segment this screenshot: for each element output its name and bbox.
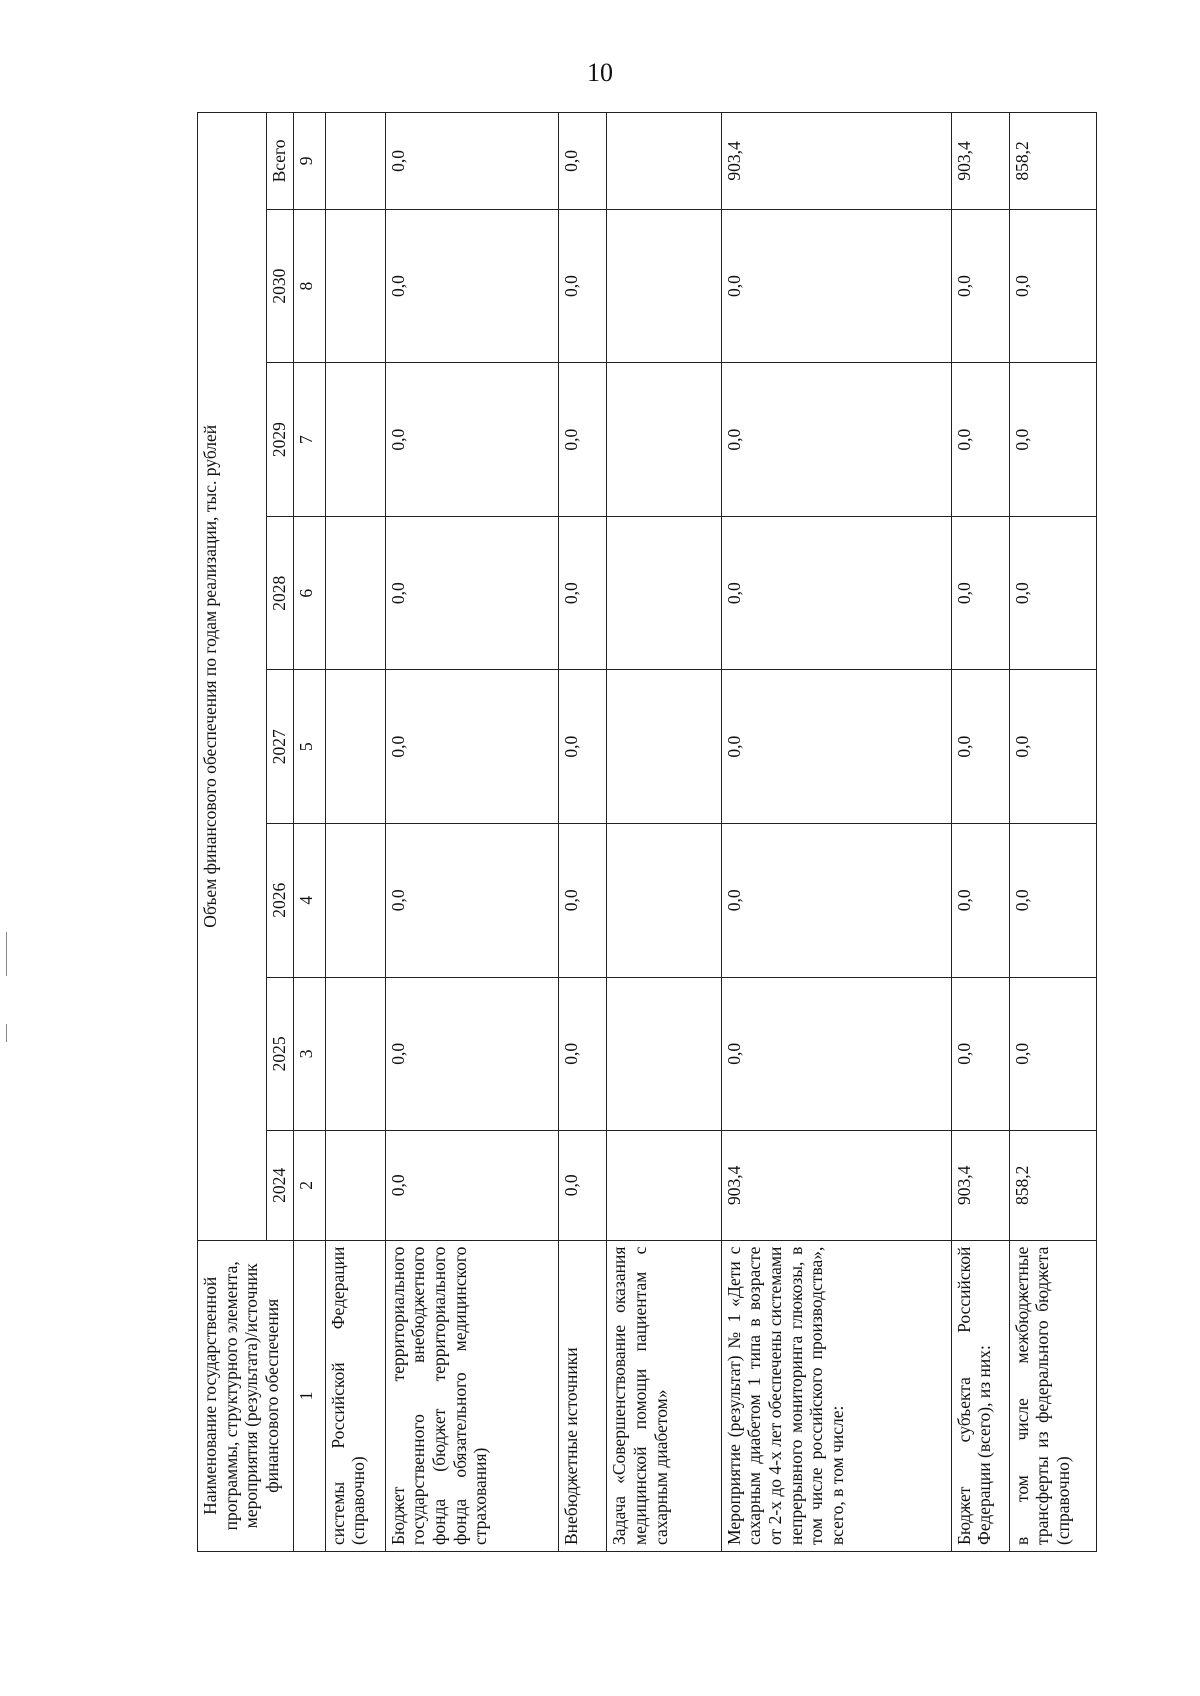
column-number: 3	[294, 977, 326, 1131]
value-cell: 0,0	[951, 670, 1009, 824]
value-cell: 0,0	[1009, 516, 1096, 670]
value-cell: 0,0	[1009, 209, 1096, 363]
total-cell: 858,2	[1009, 113, 1096, 210]
value-cell: 0,0	[559, 977, 607, 1131]
table-row	[385, 113, 558, 1552]
column-number: 9	[294, 113, 326, 210]
value-cell: 0,0	[385, 824, 558, 978]
value-cell: 0,0	[951, 363, 1009, 517]
total-cell: 0,0	[385, 113, 558, 210]
year-header: 2027	[267, 670, 294, 824]
value-cell: 0,0	[385, 1131, 558, 1241]
row-label: Бюджет территориального государственного внебюджетного фонда (бюджет территориального фонда обязательного медицинского страхования)	[385, 1240, 558, 1551]
value-cell: 0,0	[721, 977, 951, 1131]
margin-mark	[6, 932, 7, 976]
year-header: 2024	[267, 1131, 294, 1241]
value-cell	[607, 670, 721, 824]
column-number: 4	[294, 824, 326, 978]
value-cell	[325, 209, 385, 363]
value-cell	[607, 363, 721, 517]
total-cell	[607, 113, 721, 210]
value-cell: 0,0	[559, 824, 607, 978]
value-cell: 0,0	[951, 516, 1009, 670]
value-cell: 0,0	[385, 516, 558, 670]
year-header: 2029	[267, 363, 294, 517]
column-number-row	[294, 113, 326, 1552]
column-number: 2	[294, 1131, 326, 1241]
rotated-table-container	[197, 112, 1097, 1552]
value-cell: 0,0	[1009, 670, 1096, 824]
value-cell: 0,0	[1009, 824, 1096, 978]
value-cell: 0,0	[721, 209, 951, 363]
value-cell: 0,0	[951, 209, 1009, 363]
value-cell: 0,0	[559, 516, 607, 670]
table-row	[951, 113, 1009, 1552]
total-header: Всего	[267, 113, 294, 210]
value-cell: 0,0	[385, 209, 558, 363]
row-label: Внебюджетные источники	[559, 1240, 607, 1551]
margin-marks	[6, 932, 8, 1042]
column-number: 8	[294, 209, 326, 363]
value-cell	[325, 1131, 385, 1241]
value-cell	[325, 670, 385, 824]
value-cell: 0,0	[559, 670, 607, 824]
value-cell	[325, 516, 385, 670]
financing-group-header: Объем финансового обеспечения по годам реализации, тыс. рублей	[198, 113, 267, 1241]
column-number: 5	[294, 670, 326, 824]
row-label: в том числе межбюджетные трансферты из федерального бюджета (справочно)	[1009, 1240, 1096, 1551]
row-label: системы Российской Федерации (справочно)	[325, 1240, 385, 1551]
value-cell: 858,2	[1009, 1131, 1096, 1241]
value-cell	[325, 977, 385, 1131]
total-cell: 903,4	[951, 113, 1009, 210]
row-label: Задача «Совершенствование оказания медицинской помощи пациентам с сахарным диабетом»	[607, 1240, 721, 1551]
column-number: 6	[294, 516, 326, 670]
value-cell: 0,0	[559, 209, 607, 363]
table-row	[1009, 113, 1096, 1552]
financing-table	[197, 112, 1097, 1552]
value-cell: 0,0	[1009, 977, 1096, 1131]
value-cell: 0,0	[385, 363, 558, 517]
name-column-header: Наименование государственной программы, структурного элемента, мероприятия (результата)/источник финансового обеспечения	[198, 1240, 294, 1551]
value-cell: 903,4	[721, 1131, 951, 1241]
value-cell: 0,0	[385, 977, 558, 1131]
table-row	[325, 113, 385, 1552]
value-cell	[607, 1131, 721, 1241]
value-cell: 0,0	[721, 670, 951, 824]
value-cell	[607, 824, 721, 978]
value-cell: 0,0	[721, 824, 951, 978]
value-cell	[325, 824, 385, 978]
year-header: 2026	[267, 824, 294, 978]
value-cell	[607, 516, 721, 670]
value-cell: 0,0	[559, 1131, 607, 1241]
value-cell: 0,0	[385, 670, 558, 824]
value-cell	[325, 363, 385, 517]
value-cell: 903,4	[951, 1131, 1009, 1241]
value-cell: 0,0	[721, 363, 951, 517]
column-number: 7	[294, 363, 326, 517]
value-cell: 0,0	[1009, 363, 1096, 517]
total-cell	[325, 113, 385, 210]
total-cell: 903,4	[721, 113, 951, 210]
total-cell: 0,0	[559, 113, 607, 210]
value-cell	[607, 209, 721, 363]
row-label: Мероприятие (результат) № 1 «Дети с сахарным диабетом 1 типа в возрасте от 2-х до 4-х лет обеспечены системами непрерывного мониторинга глюкозы, в том числе российского производства», всего, в том числе:	[721, 1240, 951, 1551]
margin-mark	[6, 1024, 7, 1042]
value-cell: 0,0	[721, 516, 951, 670]
table-row	[559, 113, 607, 1552]
value-cell: 0,0	[559, 363, 607, 517]
value-cell: 0,0	[951, 824, 1009, 978]
page-number: 10	[587, 58, 613, 87]
value-cell: 0,0	[951, 977, 1009, 1131]
table-row	[607, 113, 721, 1552]
year-header: 2025	[267, 977, 294, 1131]
year-header: 2028	[267, 516, 294, 670]
table-row	[721, 113, 951, 1552]
column-number: 1	[294, 1240, 326, 1551]
row-label: Бюджет субъекта Российской Федерации (всего), из них:	[951, 1240, 1009, 1551]
year-header: 2030	[267, 209, 294, 363]
value-cell	[607, 977, 721, 1131]
